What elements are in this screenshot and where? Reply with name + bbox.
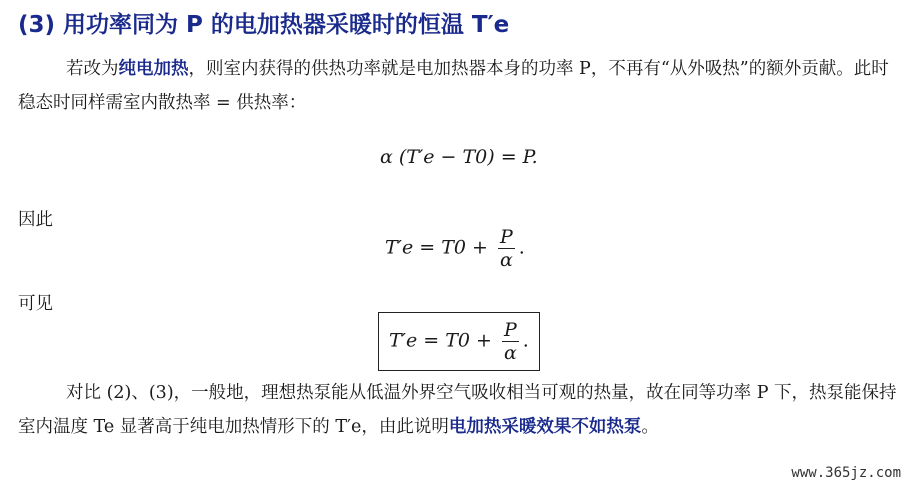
para2-text-c: 。: [641, 417, 659, 437]
label-therefore: 因此: [18, 210, 53, 230]
label-visible: 可见: [18, 294, 53, 314]
equation-result: [385, 226, 525, 271]
eq2-lhs: T′e = T0 +: [385, 236, 494, 259]
para1-text-a: 若改为: [66, 59, 119, 79]
eq3-fraction: [502, 319, 519, 364]
para2-text-a: 对比 (2)、(3)，一般地，理想热泵能从低温外界空气吸收相当可观的热量，故在同等功率 P 下，热泵能保持室内温度 Te 显著高于纯电加热情形下的 T′e，由此说明: [18, 383, 897, 437]
eq3-denominator: α: [503, 342, 517, 364]
equation-balance: α (T′e − T0) = P.: [380, 146, 538, 168]
watermark-text: www.365jz.com: [791, 465, 901, 481]
para1-text-c: ，则室内获得的供热功率就是电加热器本身的功率 P，不再有“从外吸热”的额外贡献。此时稳态时同样需室内散热率 = 供热率：: [18, 59, 889, 113]
eq2-tail: .: [518, 236, 525, 259]
paragraph-electric-heating: [18, 52, 898, 120]
equation-boxed: [378, 312, 540, 371]
section-heading: (3) 用功率同为 P 的电加热器采暖时的恒温 T′e: [18, 12, 510, 38]
para2-highlight: 电加热采暖效果不如热泵: [448, 417, 642, 437]
eq2-numerator: P: [500, 226, 513, 248]
paragraph-comparison: [18, 376, 898, 444]
para1-highlight: 纯电加热: [118, 59, 189, 79]
eq2-denominator: α: [499, 249, 513, 271]
eq3-tail: .: [522, 329, 529, 352]
eq3-numerator: P: [504, 319, 517, 341]
eq3-lhs: T′e = T0 +: [389, 329, 498, 352]
eq2-fraction: [498, 226, 515, 271]
